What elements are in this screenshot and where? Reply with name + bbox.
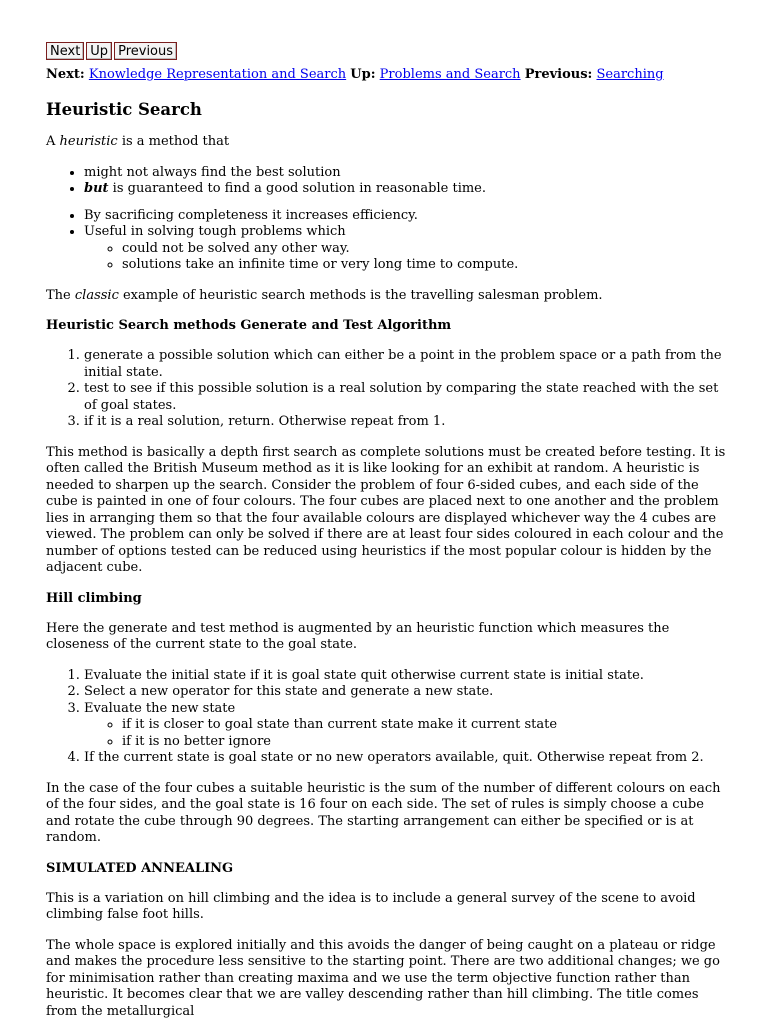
list-item: • By sacrificing completeness it increases efficiency. — [84, 208, 726, 225]
document — [46, 42, 726, 1034]
step-item: 4. If the current state is goal state or no new operators available, quit. Otherwise repeat from 2. — [84, 750, 726, 767]
simulated-annealing-heading: SIMULATED ANNEALING — [46, 860, 234, 876]
step-item: 2. Select a new operator for this state and generate a new state. — [84, 684, 726, 701]
list-item: • might not always find the best solution — [84, 165, 726, 182]
classic-before: The — [46, 287, 75, 303]
hill-climbing-steps — [46, 668, 726, 767]
step-item: 2. test to see if this possible solution is a real solution by comparing the state reached with the set of goal states. — [84, 381, 726, 414]
previous-label: Previous: — [524, 67, 593, 82]
navigation-buttons — [46, 42, 726, 64]
generate-test-paragraph: This method is basically a depth first search as complete solutions must be created before testing. It is often called the British Museum method as it is like looking for an exhibit at random. A heuristic is needed to sharpen up the search. Consider the problem of four 6-sided cubes, and each side of the cube is painted in one of four colours. The four cubes are placed next to one another and the problem lies in arranging them so that the four available colours are displayed whichever way the 4 cubes are viewed. The problem can only be solved if there are at least four sides coloured in each colour and the number of options tested can be reduced using heuristics if the most popular colour is hidden by the adjacent cube. — [46, 444, 726, 575]
previous-link[interactable]: Searching — [596, 67, 664, 82]
intro-rest: is a method that — [117, 134, 230, 149]
intro-a: A — [46, 134, 60, 149]
next-button[interactable]: Next — [46, 42, 84, 60]
classic-emphasis: classic — [74, 287, 119, 303]
but-emphasis: but — [84, 181, 109, 196]
list-item-text: Useful in solving tough problems which — [84, 224, 346, 239]
page-title: Heuristic Search — [46, 100, 202, 119]
up-button[interactable]: Up — [86, 42, 112, 60]
list-item-text: is guaranteed to find a good solution in reasonable time. — [108, 181, 487, 196]
sub-list-item: ◦ solutions take an infinite time or very long time to compute. — [122, 257, 726, 274]
classic-paragraph — [46, 288, 726, 305]
step-item: 1. generate a possible solution which can either be a point in the problem space or a path from the initial state. — [84, 348, 726, 381]
generate-test-heading: Heuristic Search methods Generate and Test Algorithm — [46, 318, 452, 333]
heuristic-term: heuristic — [59, 134, 118, 149]
annealing-paragraph-2: The whole space is explored initially and this avoids the danger of being caught on a plateau or ridge and makes the procedure less sensitive to the starting point. There are two additional changes; we go for minimisation rather than creating maxima and we use the term objective function rather than heuristic. It becomes clear that we are valley descending rather than hill climbing. The title comes from the metallurgical — [46, 937, 720, 1019]
step-item-text: Evaluate the new state — [84, 700, 236, 716]
navigation-links — [46, 67, 726, 83]
sub-list-item: ◦ if it is no better ignore — [122, 734, 726, 751]
list-item — [84, 181, 726, 198]
up-link[interactable]: Problems and Search — [379, 67, 521, 82]
next-label: Next: — [46, 67, 85, 82]
next-link[interactable]: Knowledge Representation and Search — [88, 67, 347, 82]
list-item — [84, 224, 726, 274]
sub-list — [84, 241, 726, 274]
hill-climbing-intro: Here the generate and test method is augmented by an heuristic function which measures the closeness of the current state to the goal state. — [46, 620, 670, 652]
previous-button[interactable]: Previous — [114, 42, 177, 60]
heuristic-benefits-list — [46, 208, 726, 274]
sub-list-item: ◦ could not be solved any other way. — [122, 241, 726, 258]
step-item: 1. Evaluate the initial state if it is goal state quit otherwise current state is initial state. — [84, 668, 726, 685]
hill-climbing-paragraph: In the case of the four cubes a suitable heuristic is the sum of the number of different colours on each of the four sides, and the goal state is 16 four on each side. The set of rules is simply choose a cube and rotate the cube through 90 degrees. The starting arrangement can either be specified or is at random. — [46, 780, 721, 845]
step-item: 3. if it is a real solution, return. Otherwise repeat from 1. — [84, 414, 726, 431]
classic-after: example of heuristic search methods is the travelling salesman problem. — [118, 287, 603, 303]
step-item — [84, 701, 726, 751]
up-label: Up: — [350, 67, 376, 82]
sub-list-item: ◦ if it is closer to goal state than current state make it current state — [122, 717, 726, 734]
annealing-paragraph-1: This is a variation on hill climbing and the idea is to include a general survey of the scene to avoid climbing false foot hills. — [46, 890, 696, 922]
hill-climbing-heading: Hill climbing — [46, 590, 142, 606]
sub-list — [84, 717, 726, 750]
generate-test-steps — [46, 348, 726, 431]
heuristic-properties-list — [46, 165, 726, 198]
intro-paragraph — [46, 134, 726, 151]
